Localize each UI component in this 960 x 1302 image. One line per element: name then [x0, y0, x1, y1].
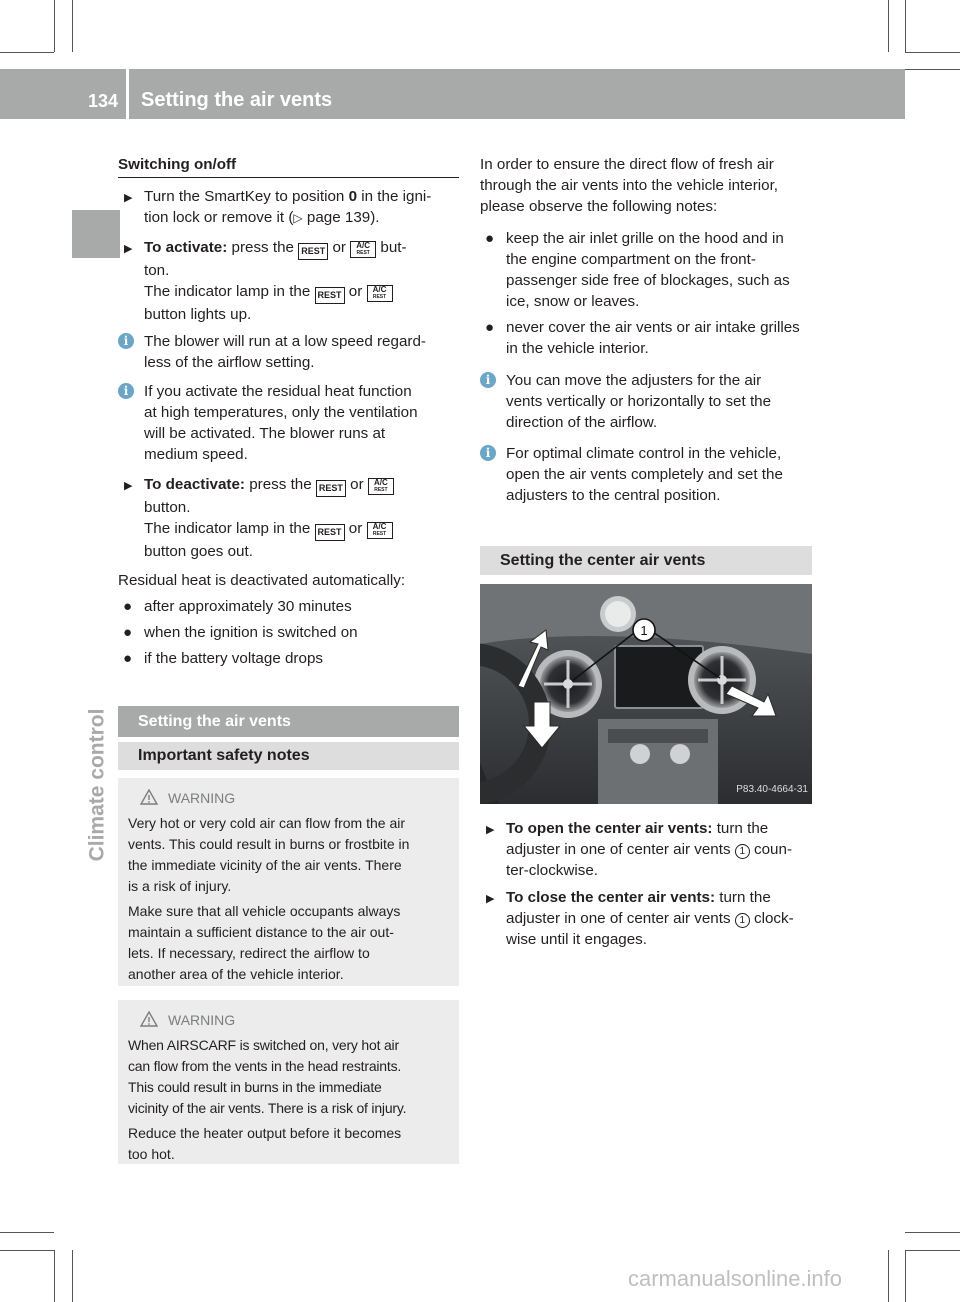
section-bar-center-vents: Setting the center air vents — [480, 546, 812, 575]
step-close-vents: ▶ To close the center air vents: turn the adjuster in one of center air vents 1 clock- wise until it engages. — [486, 889, 794, 948]
list-item: ● after approximately 30 minutes — [123, 598, 352, 615]
step-arrow-icon: ▶ — [124, 480, 133, 492]
rest-button-icon: REST — [315, 524, 345, 541]
info-icon: i — [480, 445, 496, 461]
crop-mark — [905, 1250, 906, 1302]
page-reference[interactable]: page 139 — [306, 209, 371, 226]
dashboard-illustration — [480, 584, 812, 804]
rest-button-icon: REST — [316, 480, 346, 497]
ac-button-icon: A/C REST — [368, 478, 394, 495]
step-activate: ▶ To activate: press the REST or A/C REST but- ton. The indicator lamp in the REST or A/C REST button lights up. — [124, 239, 407, 323]
crop-mark — [905, 69, 960, 70]
chapter-label: Climate control — [85, 708, 109, 862]
crop-mark — [888, 0, 889, 52]
section-heading: Switching on/off — [118, 156, 237, 173]
crop-mark — [905, 1232, 960, 1233]
warning-text: Very hot or very cold air can flow from the air vents. This could result in burns or frostbite in the immediate vicinity of the air vents. There is a risk of injury. — [128, 815, 410, 894]
info-note-blower: i The blower will run at a low speed regard- less of the airflow setting. — [118, 331, 463, 373]
warning-heading: WARNING — [128, 788, 451, 809]
chapter-tab — [72, 210, 120, 258]
crop-mark — [54, 1250, 55, 1302]
page-header — [0, 69, 905, 119]
info-note-residual: i If you activate the residual heat function at high temperatures, only the ventilation will be activated. The blower runs at medium speed. — [118, 381, 463, 465]
callout-ref-icon: 1 — [735, 844, 750, 859]
center-air-vents-figure — [480, 584, 812, 804]
list-item: ● when the ignition is switched on — [123, 624, 358, 641]
step-arrow-icon: ▶ — [486, 893, 495, 905]
step-arrow-icon: ▶ — [124, 192, 133, 204]
subsection-bar-safety: Important safety notes — [118, 742, 459, 770]
section-bar-air-vents: Setting the air vents — [118, 706, 459, 737]
list-item: ● never cover the air vents or air intake grilles in the vehicle interior. — [485, 319, 800, 357]
info-note-adjusters: i You can move the adjusters for the air vents vertically or horizontally to set the direction of the airflow. — [480, 370, 820, 433]
ac-button-icon: A/C REST — [367, 522, 393, 539]
page-number: 134 — [88, 91, 119, 111]
crop-mark — [72, 1250, 73, 1302]
ac-button-icon: A/C REST — [350, 241, 376, 258]
crop-mark — [905, 52, 960, 53]
callout-ref-icon: 1 — [735, 913, 750, 928]
watermark: carmanualsonline.info — [628, 1266, 843, 1291]
crop-mark — [72, 0, 73, 52]
intro-paragraph: In order to ensure the direct flow of fresh air through the air vents into the vehicle interior, please observe the following notes: — [480, 156, 779, 215]
ac-button-icon: A/C REST — [367, 285, 393, 302]
step-arrow-icon: ▶ — [124, 243, 133, 255]
residual-intro: Residual heat is deactivated automatically: — [118, 572, 406, 589]
reference-arrow-icon: ▷ — [293, 211, 303, 225]
callout-number: 1 — [640, 623, 648, 638]
crop-mark — [888, 1250, 889, 1302]
warning-box-hot-cold-air — [118, 778, 459, 986]
crop-mark — [905, 0, 906, 52]
figure-code: P83.40-4664-31 — [736, 784, 808, 795]
warning-heading: WARNING — [128, 1010, 451, 1031]
info-icon: i — [118, 383, 134, 399]
crop-mark — [0, 1232, 54, 1233]
info-icon: i — [480, 372, 496, 388]
warning-triangle-icon — [140, 1011, 158, 1027]
warning-text: Reduce the heater output before it becomes too hot. — [128, 1125, 402, 1162]
crop-mark — [54, 0, 55, 52]
header-separator — [126, 69, 129, 119]
step-arrow-icon: ▶ — [486, 824, 495, 836]
warning-text: Make sure that all vehicle occupants always maintain a sufficient distance to the air out- lets. If necessary, redirect the airflow to another area of the vehicle interior. — [128, 903, 401, 982]
crop-mark — [0, 52, 54, 53]
step-open-vents: ▶ To open the center air vents: turn the adjuster in one of center air vents 1 coun- ter-clockwise. — [486, 820, 793, 879]
info-note-optimal: i For optimal climate control in the vehicle, open the air vents completely and set the adjusters to the central position. — [480, 443, 820, 506]
warning-triangle-icon — [140, 789, 158, 805]
crop-mark — [0, 1250, 54, 1251]
list-item: ● keep the air inlet grille on the hood and in the engine compartment on the front- passenger side free of blockages, such as ice, snow or leaves. — [485, 230, 790, 310]
step-deactivate: ▶ To deactivate: press the REST or A/C REST button. The indicator lamp in the REST or A/C REST button goes out. — [118, 474, 463, 562]
rest-button-icon: REST — [298, 243, 328, 260]
warning-box-airscarf — [118, 1000, 459, 1164]
info-icon: i — [118, 333, 134, 349]
crop-mark — [905, 1250, 960, 1251]
heading-rule — [118, 177, 459, 178]
rest-button-icon: REST — [315, 287, 345, 304]
step-turn-key: ▶ Turn the SmartKey to position 0 in the igni- tion lock or remove it (▷ page 139). — [124, 188, 432, 226]
list-item: ● if the battery voltage drops — [123, 650, 323, 667]
warning-text: When AIRSCARF is switched on, very hot air can flow from the vents in the head restraints. This could result in burns in the immediate vicinity of the air vents. There is a risk of injury. — [128, 1037, 407, 1116]
page-title: Setting the air vents — [141, 89, 333, 111]
